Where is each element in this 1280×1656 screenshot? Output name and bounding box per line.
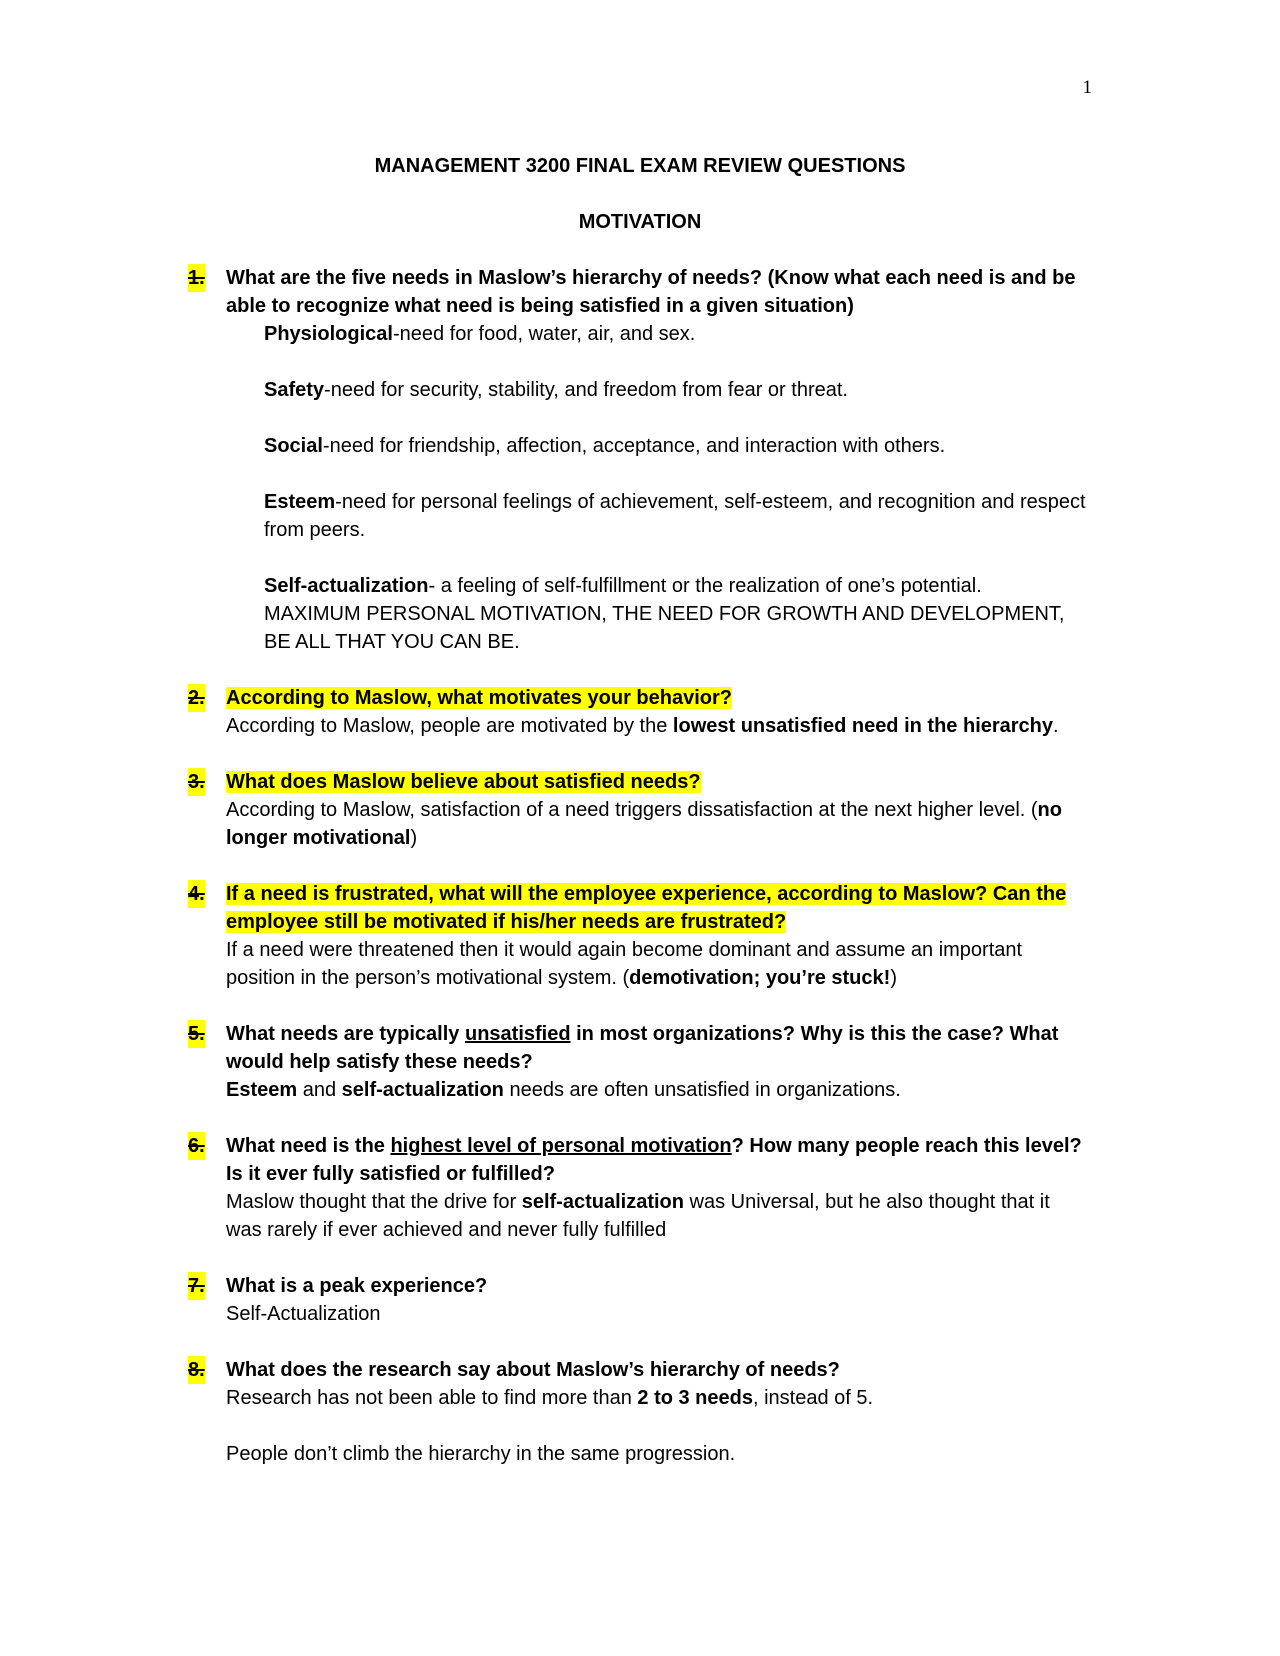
question-7-text: 7. What is a peak experience? (188, 1272, 1090, 1300)
question-5 (188, 1020, 1090, 1104)
question-2 (188, 684, 1090, 740)
question-5-text: 5. What needs are typically unsatisfied in most organizations? Why is this the case? What would help satisfy these needs? (188, 1020, 1090, 1076)
answer-2: According to Maslow, people are motivated by the lowest unsatisfied need in the hierarchy. (226, 715, 1059, 737)
answer-8: Research has not been able to find more than 2 to 3 needs, instead of 5. (226, 1387, 874, 1409)
question-number: 5. (188, 1020, 205, 1048)
question-8 (188, 1356, 1090, 1468)
need-esteem: Esteem-need for personal feelings of achievement, self-esteem, and recognition and respect from peers. (264, 491, 1086, 541)
question-list (188, 264, 1090, 1496)
question-number: 7. (188, 1272, 205, 1300)
question-4-text: 4. If a need is frustrated, what will the employee experience, according to Maslow? Can the employee still be motivated if his/her needs are frustrated? (188, 880, 1090, 936)
question-8-text: 8. What does the research say about Maslow’s hierarchy of needs? (188, 1356, 1090, 1384)
question-number: 1. (188, 264, 205, 292)
section-heading: MOTIVATION (578, 211, 702, 233)
question-2-text: 2. According to Maslow, what motivates your behavior? (188, 684, 1090, 712)
need-self-actualization: Self-actualization- a feeling of self-fulfillment or the realization of one’s potential. (264, 575, 982, 597)
question-1 (188, 264, 1090, 656)
answer-3: According to Maslow, satisfaction of a need triggers dissatisfaction at the next higher level. (no longer motivational) (226, 799, 1062, 849)
need-safety: Safety-need for security, stability, and freedom from fear or threat. (264, 379, 848, 401)
document-title: MANAGEMENT 3200 FINAL EXAM REVIEW QUESTIONS (374, 155, 906, 177)
question-3 (188, 768, 1090, 852)
question-number: 2. (188, 684, 205, 712)
question-number: 6. (188, 1132, 205, 1160)
need-social: Social-need for friendship, affection, acceptance, and interaction with others. (264, 435, 946, 457)
question-1-text: 1. What are the five needs in Maslow’s hierarchy of needs? (Know what each need is and be able to recognize what need is being satisfied in a given situation) (188, 264, 1090, 320)
question-3-text: 3. What does Maslow believe about satisfied needs? (188, 768, 1090, 796)
page-number: 1 (1082, 77, 1092, 98)
answer-7: Self-Actualization (226, 1303, 381, 1325)
answer-4: If a need were threatened then it would again become dominant and assume an important position in the person’s motivational system. (demotivation; you’re stuck!) (226, 939, 1023, 989)
question-7 (188, 1272, 1090, 1328)
question-number: 4. (188, 880, 205, 908)
self-actualization-note: MAXIMUM PERSONAL MOTIVATION, THE NEED FOR GROWTH AND DEVELOPMENT, BE ALL THAT YOU CAN BE. (264, 603, 1065, 653)
answer-5: Esteem and self-actualization needs are often unsatisfied in organizations. (226, 1079, 901, 1101)
question-6 (188, 1132, 1090, 1244)
question-6-text: 6. What need is the highest level of personal motivation? How many people reach this level? Is it ever fully satisfied or fulfilled? (188, 1132, 1090, 1188)
question-4 (188, 880, 1090, 992)
answer-6: Maslow thought that the drive for self-actualization was Universal, but he also thought that it was rarely if ever achieved and never fully fulfilled (226, 1191, 1050, 1241)
answer-8-followup: People don’t climb the hierarchy in the same progression. (226, 1443, 736, 1465)
need-physiological: Physiological-need for food, water, air, and sex. (264, 323, 696, 345)
question-number: 3. (188, 768, 205, 796)
question-number: 8. (188, 1356, 205, 1384)
